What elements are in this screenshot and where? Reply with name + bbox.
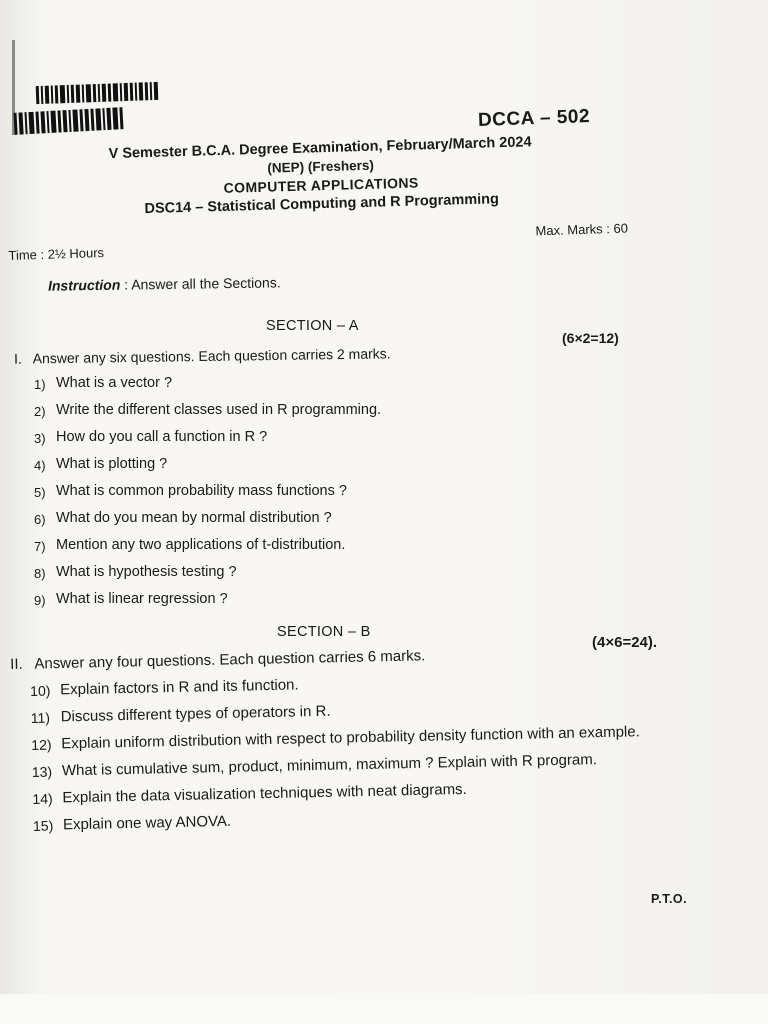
- section-b-number: II.: [10, 655, 23, 673]
- question-text: How do you call a function in R ?: [56, 429, 268, 445]
- question-text: Mention any two applications of t-distribution.: [56, 537, 346, 553]
- question-item: [34, 588, 554, 615]
- instruction-text: : Answer all the Sections.: [120, 274, 281, 293]
- barcode-top: [36, 82, 159, 104]
- question-number: 13): [31, 763, 53, 780]
- question-number: 8): [34, 566, 46, 581]
- question-item: [34, 561, 554, 588]
- exam-subject: COMPUTER APPLICATIONS: [223, 174, 419, 196]
- section-a-marks: (6×2=12): [562, 330, 619, 346]
- question-number: 15): [32, 817, 54, 834]
- section-b-questions: [30, 669, 663, 844]
- question-text: What is plotting ?: [56, 456, 168, 472]
- question-number: 9): [34, 593, 46, 608]
- question-item: [34, 399, 554, 426]
- question-text: Explain uniform distribution with respect to probability density function with an example.: [61, 723, 640, 753]
- section-b-marks: (4×6=24).: [592, 634, 658, 651]
- question-number: 14): [32, 790, 53, 807]
- section-b-instruction: Answer any four questions. Each question carries 6 marks.: [34, 647, 426, 673]
- question-text: Explain factors in R and its function.: [59, 676, 299, 699]
- question-item: [34, 507, 554, 534]
- question-item: [32, 777, 662, 808]
- question-item: [34, 453, 554, 480]
- section-a-number: I.: [13, 350, 22, 367]
- section-a-title: SECTION – A: [266, 318, 359, 334]
- question-text: What is linear regression ?: [56, 591, 228, 607]
- question-text: What is common probability mass functions ?: [56, 483, 347, 499]
- question-text: Explain the data visualization techniques with neat diagrams.: [62, 780, 467, 807]
- exam-meta: [8, 220, 629, 263]
- question-text: What do you mean by normal distribution ?: [56, 510, 332, 526]
- question-number: 10): [30, 682, 51, 699]
- instruction-label: Instruction: [47, 276, 121, 294]
- question-number: 11): [30, 709, 51, 726]
- section-a-instruction: Answer any six questions. Each question carries 2 marks.: [32, 345, 391, 367]
- question-text: What is hypothesis testing ?: [56, 564, 237, 580]
- section-a-questions: [34, 372, 554, 615]
- question-text: What is cumulative sum, product, minimum, maximum ? Explain with R program.: [61, 751, 598, 780]
- question-number: 5): [34, 485, 46, 500]
- question-text: What is a vector ?: [56, 375, 173, 391]
- pto-label: P.T.O.: [651, 892, 688, 906]
- question-item: [34, 372, 554, 399]
- barcode-bottom: [13, 107, 123, 135]
- question-text: Write the different classes used in R programming.: [56, 402, 382, 418]
- question-number: 3): [34, 431, 46, 446]
- paper-code: DCCA – 502: [477, 106, 591, 131]
- question-number: 7): [34, 539, 46, 554]
- section-a-prompt: [14, 345, 391, 366]
- page-bottom-edge: [0, 994, 768, 1024]
- instruction: [48, 274, 281, 293]
- section-b-title: SECTION – B: [277, 624, 371, 640]
- exam-max-marks: Max. Marks : 60: [535, 220, 629, 239]
- question-item: [34, 480, 554, 507]
- question-number: 1): [34, 377, 46, 392]
- question-text: Discuss different types of operators in R.: [60, 702, 331, 726]
- exam-paper-title: DSC14 – Statistical Computing and R Programming: [144, 191, 500, 218]
- exam-scheme: (NEP) (Freshers): [267, 157, 375, 176]
- question-number: 4): [34, 458, 46, 473]
- question-item: [34, 426, 554, 453]
- section-b-prompt: [10, 647, 425, 673]
- question-number: 12): [31, 736, 52, 753]
- question-item: [33, 804, 663, 835]
- exam-title: V Semester B.C.A. Degree Examination, February/March 2024: [108, 134, 532, 163]
- question-item: [34, 534, 554, 561]
- exam-time: Time : 2½ Hours: [8, 244, 105, 263]
- question-number: 6): [34, 512, 46, 527]
- exam-header: [40, 132, 602, 220]
- question-item: [30, 669, 660, 700]
- question-item: [31, 696, 661, 727]
- question-item: [32, 750, 662, 781]
- question-item: [31, 723, 661, 754]
- question-number: 2): [34, 404, 46, 419]
- question-text: Explain one way ANOVA.: [62, 812, 232, 834]
